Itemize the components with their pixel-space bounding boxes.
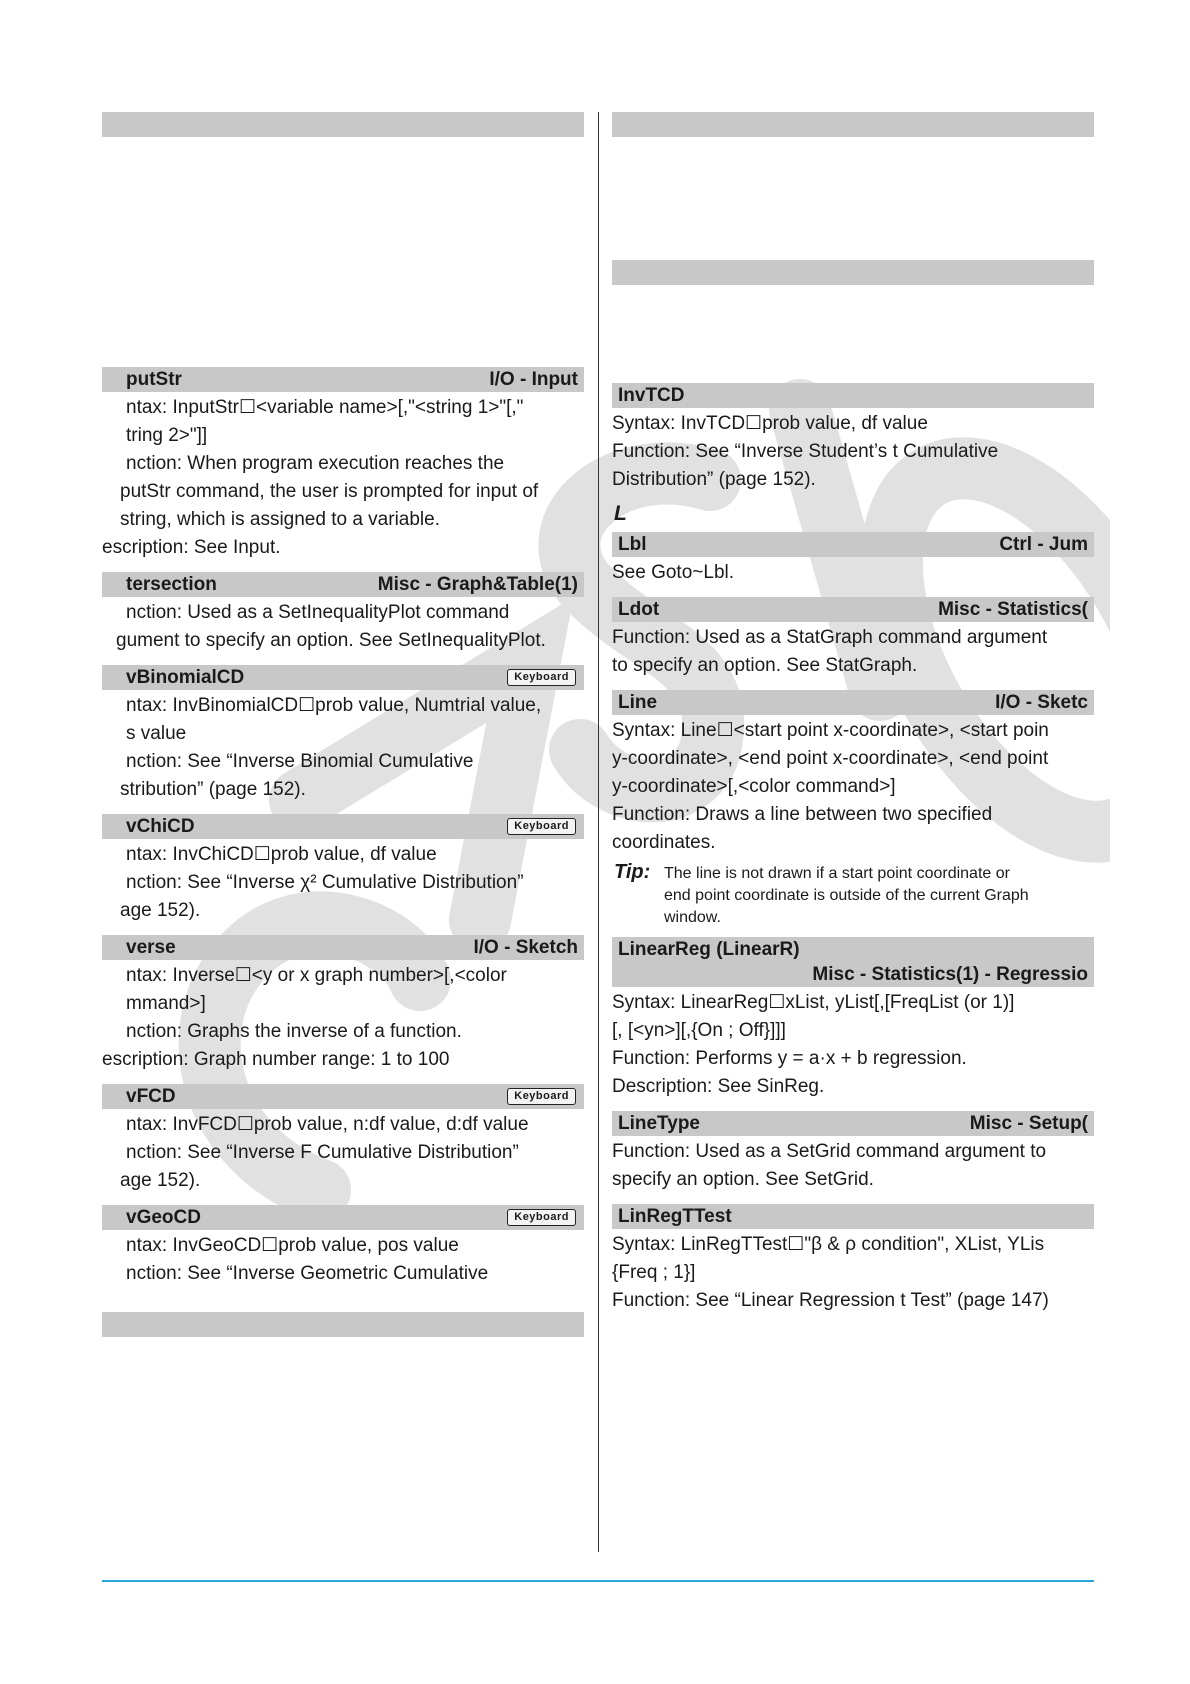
entry-name: vBinomialCD: [126, 667, 245, 688]
entry-text: mmand>]: [126, 993, 206, 1014]
header-bar-blank: [102, 112, 584, 137]
entry-name: Ldot: [618, 599, 660, 620]
entry-header: [612, 383, 1094, 408]
header-bar-blank-top: [612, 112, 1094, 137]
entry-text: age 152).: [120, 900, 201, 921]
entry-text: Function: Performs y = a·x + b regression.: [612, 1048, 967, 1069]
entry-header: [612, 1204, 1094, 1229]
entry-header: [612, 1111, 1094, 1136]
entry-category: Misc - Statistics(: [938, 599, 1088, 620]
entry-text: nction: See “Inverse χ² Cumulative Distribution”: [126, 872, 524, 893]
entry-category: I/O - Sketc: [995, 692, 1088, 713]
entry-name: LineType: [618, 1113, 700, 1134]
entry-text: string, which is assigned to a variable.: [120, 509, 440, 530]
entry-text: escription: Graph number range: 1 to 100: [102, 1049, 450, 1070]
tip-note: [612, 863, 1094, 929]
entry-text: y-coordinate>, <end point x-coordinate>, <end point: [612, 748, 1049, 769]
entry-category: Misc - Graph&Table(1): [377, 574, 578, 595]
entry-name: tersection: [126, 574, 217, 595]
entry-text: escription: See Input.: [102, 537, 281, 558]
entry-text: nction: Used as a SetInequalityPlot command: [126, 602, 510, 623]
entry-text: ntax: InvFCD☐prob value, n:df value, d:df value: [126, 1114, 529, 1135]
entry-text: to specify an option. See StatGraph.: [612, 655, 918, 676]
entry-name: Line: [618, 692, 658, 713]
entry-name: vChiCD: [126, 816, 195, 837]
entry-text: {Freq ; 1}]: [612, 1262, 696, 1283]
entry-name: LinearReg (LinearR): [618, 939, 800, 960]
entry-name: vGeoCD: [126, 1207, 201, 1228]
keyboard-badge: Keyboard: [507, 1209, 576, 1226]
entry-text: nction: See “Inverse Binomial Cumulative: [126, 751, 474, 772]
entry-header: [612, 532, 1094, 557]
entry-header: [102, 367, 584, 392]
entry-category: Ctrl - Jum: [999, 534, 1088, 555]
spacer: [612, 585, 1094, 597]
entry-name: Lbl: [618, 534, 647, 555]
footer-rule: [102, 1580, 1094, 1582]
entry-name: InvTCD: [618, 385, 685, 406]
keyboard-badge: Keyboard: [507, 669, 576, 686]
entry-text: Function: Used as a SetGrid command argument to: [612, 1141, 1047, 1162]
entry-body: [612, 412, 1094, 492]
header-bar-blank-bottom: [102, 1312, 584, 1337]
entry-text: age 152).: [120, 1170, 201, 1191]
entry-text: stribution” (page 152).: [120, 779, 306, 800]
entry-text: ntax: InvBinomialCD☐prob value, Numtrial value,: [126, 695, 542, 716]
entry-text: See Goto~Lbl.: [612, 562, 735, 583]
header-bar-blank-mid: [612, 260, 1094, 285]
entry-text: tring 2>"]]: [126, 425, 208, 446]
entry-text: Function: Draws a line between two specified: [612, 804, 993, 825]
entry-header: [612, 690, 1094, 715]
entry-body: [612, 991, 1094, 1099]
entry-text: ntax: InputStr☐<variable name>[,"<string 1>"[,": [126, 397, 524, 418]
entry-name: putStr: [126, 369, 182, 390]
entry-header: [612, 597, 1094, 622]
tip-label: Tip:: [614, 861, 651, 883]
entry-text: Function: See “Linear Regression t Test” (page 147): [612, 1290, 1049, 1311]
entry-header: [102, 665, 584, 690]
right-entries: [612, 532, 1094, 855]
tip-line: The line is not drawn if a start point coordinate or: [664, 865, 1010, 882]
entry-text: Function: Used as a StatGraph command argument: [612, 627, 1048, 648]
entry-category: Misc - Statistics(1) - Regressio: [812, 964, 1088, 985]
spacer: [612, 678, 1094, 690]
entry-text: y-coordinate>[,<color command>]: [612, 776, 896, 797]
entry-header: [102, 1205, 584, 1230]
section-letter: L: [614, 502, 627, 525]
entry-text: ntax: InvGeoCD☐prob value, pos value: [126, 1235, 459, 1256]
entry-name: verse: [126, 937, 176, 958]
entry-text: ntax: Inverse☐<y or x graph number>[,<color: [126, 965, 507, 986]
keyboard-badge: Keyboard: [507, 1088, 576, 1105]
spacer: [102, 1193, 584, 1205]
tip-line: end point coordinate is outside of the current Graph: [664, 887, 1029, 904]
entry-text: specify an option. See SetGrid.: [612, 1169, 874, 1190]
entry-text: Syntax: Line☐<start point x-coordinate>, <start poin: [612, 720, 1049, 741]
entry-header: [102, 1084, 584, 1109]
entry-text: Description: See SinReg.: [612, 1076, 825, 1097]
entry-text: coordinates.: [612, 832, 716, 853]
left-column: [102, 112, 584, 1337]
entry-text: Syntax: LinearReg☐xList, yList[,[FreqList (or 1)]: [612, 992, 1015, 1013]
entry-name: LinRegTTest: [618, 1206, 732, 1227]
entry-body: [612, 1233, 1094, 1313]
keyboard-badge: Keyboard: [507, 818, 576, 835]
spacer: [102, 923, 584, 935]
entry-text: nction: See “Inverse Geometric Cumulative: [126, 1263, 489, 1284]
entry-text: ntax: InvChiCD☐prob value, df value: [126, 844, 437, 865]
entry-text: Syntax: InvTCD☐prob value, df value: [612, 413, 928, 434]
entry-header: [102, 572, 584, 597]
entry-text: nction: When program execution reaches the: [126, 453, 505, 474]
spacer: [102, 653, 584, 665]
entry-body: [612, 1140, 1094, 1192]
right-column: [612, 112, 1094, 1313]
entry-name: vFCD: [126, 1086, 176, 1107]
spacer: [102, 802, 584, 814]
entry-header: [102, 814, 584, 839]
entry-category: Misc - Setup(: [969, 1113, 1088, 1134]
entry-header: [612, 937, 1094, 987]
entry-text: putStr command, the user is prompted for input of: [120, 481, 539, 502]
entry-text: nction: Graphs the inverse of a function.: [126, 1021, 462, 1042]
entry-text: [, [<yn>][,{On ; Off}]]]: [612, 1020, 786, 1041]
tip-text: [612, 863, 1094, 929]
entry-category: I/O - Sketch: [473, 937, 578, 958]
entry-text: s value: [126, 723, 187, 744]
entry-header: [102, 935, 584, 960]
entry-text: Distribution” (page 152).: [612, 469, 816, 490]
entry-category: I/O - Input: [489, 369, 578, 390]
entry-text: Syntax: LinRegTTest☐"β & ρ condition", XList, YLis: [612, 1234, 1045, 1255]
left-entries: [102, 367, 584, 1286]
entry-text: nction: See “Inverse F Cumulative Distribution”: [126, 1142, 519, 1163]
entry-text: gument to specify an option. See SetInequalityPlot.: [116, 630, 546, 651]
entry-text: Function: See “Inverse Student’s t Cumulative: [612, 441, 999, 462]
tip-line: window.: [664, 909, 721, 926]
spacer: [102, 560, 584, 572]
column-divider: [598, 112, 599, 1552]
spacer: [102, 1072, 584, 1084]
